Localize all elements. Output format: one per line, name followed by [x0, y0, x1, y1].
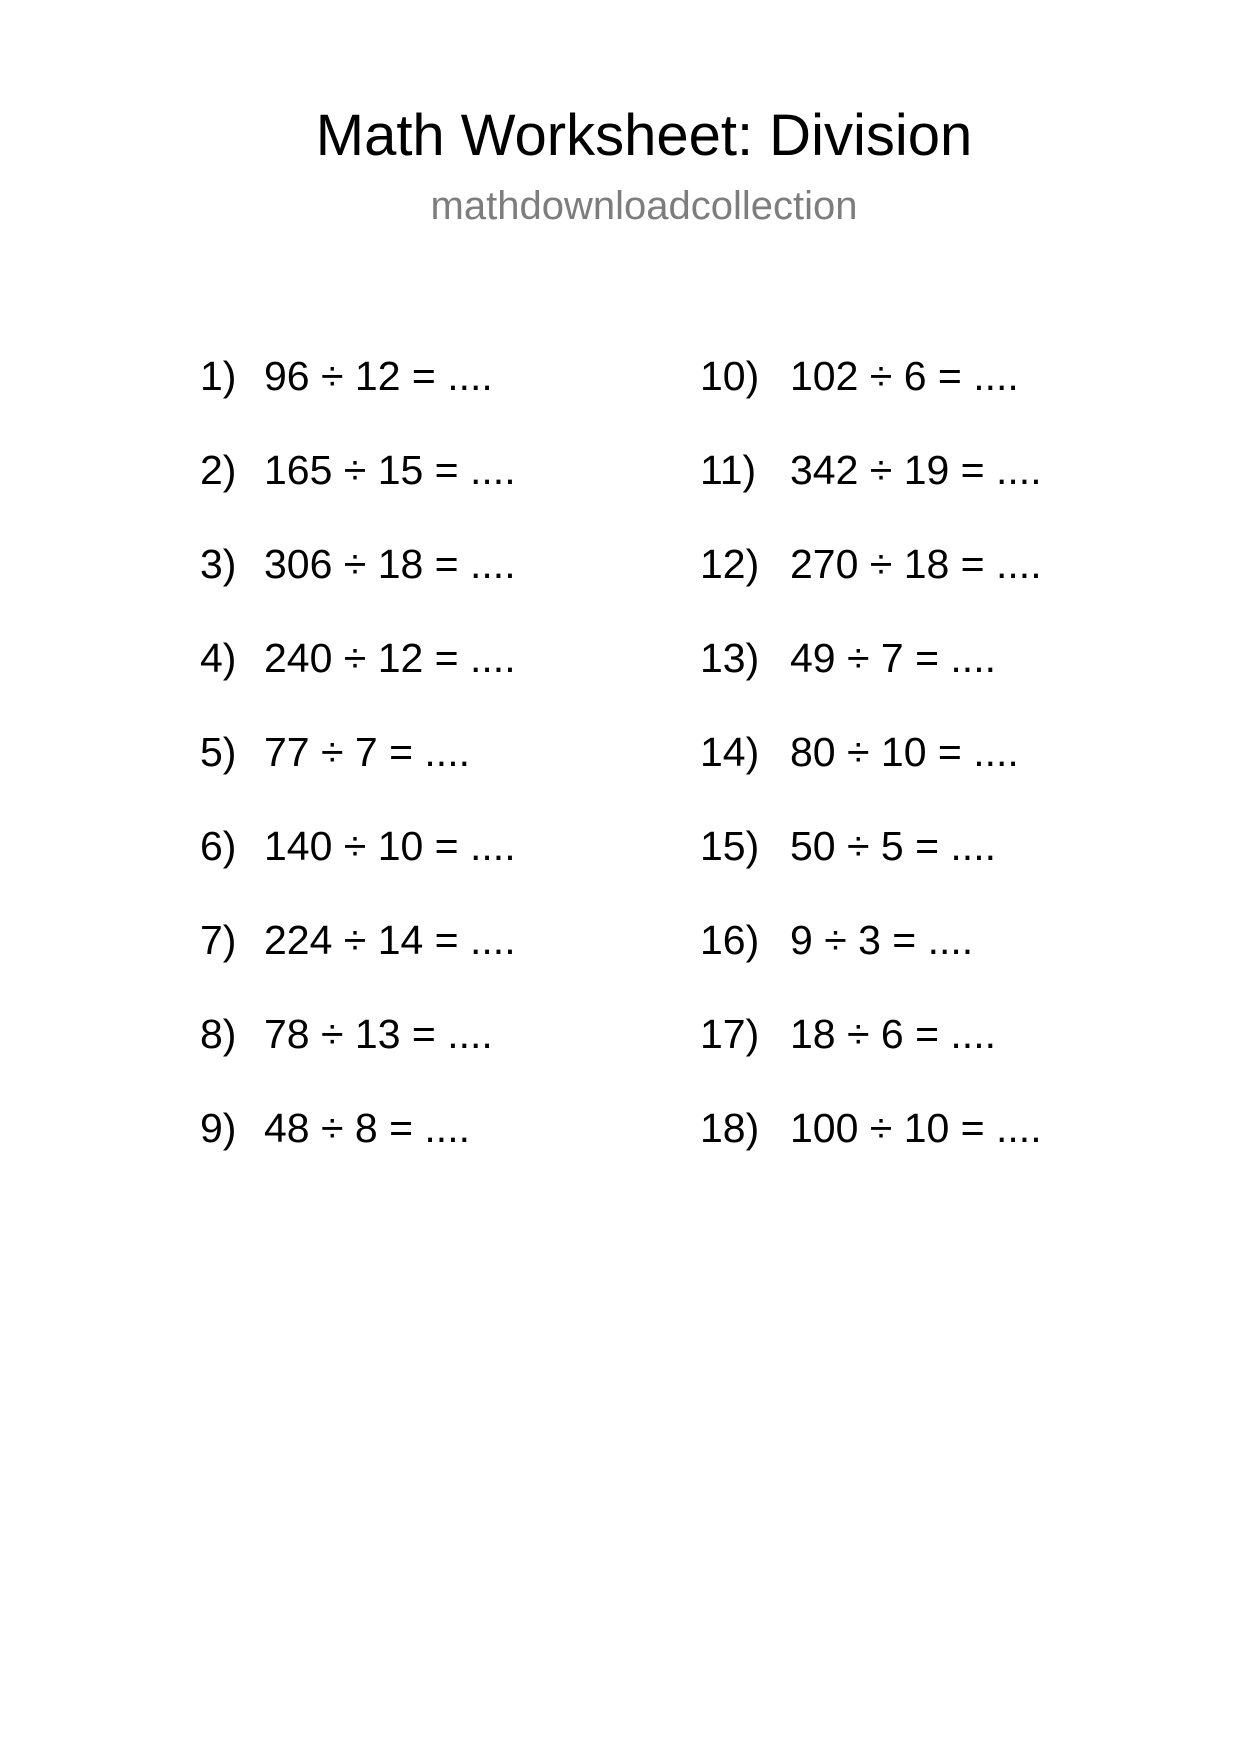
problem-item [700, 1004, 996, 1064]
problem-number: 15) [700, 823, 760, 869]
problem-item [200, 534, 516, 594]
problem-expression: 306 ÷ 18 = .... [264, 541, 516, 587]
problem-number: 9) [200, 1105, 237, 1151]
problem-number: 13) [700, 635, 760, 681]
problem-expression: 100 ÷ 10 = .... [790, 1105, 1042, 1151]
problem-expression: 270 ÷ 18 = .... [790, 541, 1042, 587]
problem-number: 2) [200, 447, 237, 493]
problem-expression: 49 ÷ 7 = .... [790, 635, 996, 681]
problem-number: 10) [700, 353, 760, 399]
problem-number: 17) [700, 1011, 760, 1057]
problem-number: 4) [200, 635, 237, 681]
problem-item [200, 816, 516, 876]
problem-number: 1) [200, 353, 237, 399]
problem-expression: 78 ÷ 13 = .... [264, 1011, 493, 1057]
problem-number: 11) [700, 447, 757, 493]
problem-expression: 80 ÷ 10 = .... [790, 729, 1019, 775]
problem-item [200, 910, 516, 970]
problem-expression: 165 ÷ 15 = .... [264, 447, 516, 493]
problem-number: 14) [700, 729, 760, 775]
problem-item [700, 722, 1019, 782]
problem-expression: 77 ÷ 7 = .... [264, 729, 470, 775]
problem-expression: 102 ÷ 6 = .... [790, 353, 1019, 399]
problem-item [700, 816, 996, 876]
problem-item [200, 1004, 493, 1064]
problem-expression: 224 ÷ 14 = .... [264, 917, 516, 963]
problem-item [200, 722, 470, 782]
problem-expression: 342 ÷ 19 = .... [790, 447, 1042, 493]
problem-item [700, 910, 973, 970]
problem-expression: 48 ÷ 8 = .... [264, 1105, 470, 1151]
problem-item [200, 628, 516, 688]
problem-number: 5) [200, 729, 237, 775]
problem-expression: 18 ÷ 6 = .... [790, 1011, 996, 1057]
problem-number: 3) [200, 541, 237, 587]
problem-number: 7) [200, 917, 237, 963]
problem-item [700, 534, 1042, 594]
problem-number: 12) [700, 541, 760, 587]
problem-item [700, 628, 996, 688]
problem-expression: 96 ÷ 12 = .... [264, 353, 493, 399]
problem-item [200, 1098, 470, 1158]
problem-expression: 9 ÷ 3 = .... [790, 917, 974, 963]
problem-item [200, 346, 493, 406]
problem-expression: 240 ÷ 12 = .... [264, 635, 516, 681]
problem-item [700, 346, 1019, 406]
page-subtitle: mathdownloadcollection [430, 184, 858, 228]
problem-expression: 140 ÷ 10 = .... [264, 823, 516, 869]
problem-number: 18) [700, 1105, 760, 1151]
problem-item [700, 1098, 1042, 1158]
problem-number: 8) [200, 1011, 237, 1057]
problem-item [200, 440, 516, 500]
problem-expression: 50 ÷ 5 = .... [790, 823, 996, 869]
problem-number: 16) [700, 917, 760, 963]
problem-number: 6) [200, 823, 237, 869]
problem-item [700, 440, 1042, 500]
page-title: Math Worksheet: Division [315, 103, 973, 168]
